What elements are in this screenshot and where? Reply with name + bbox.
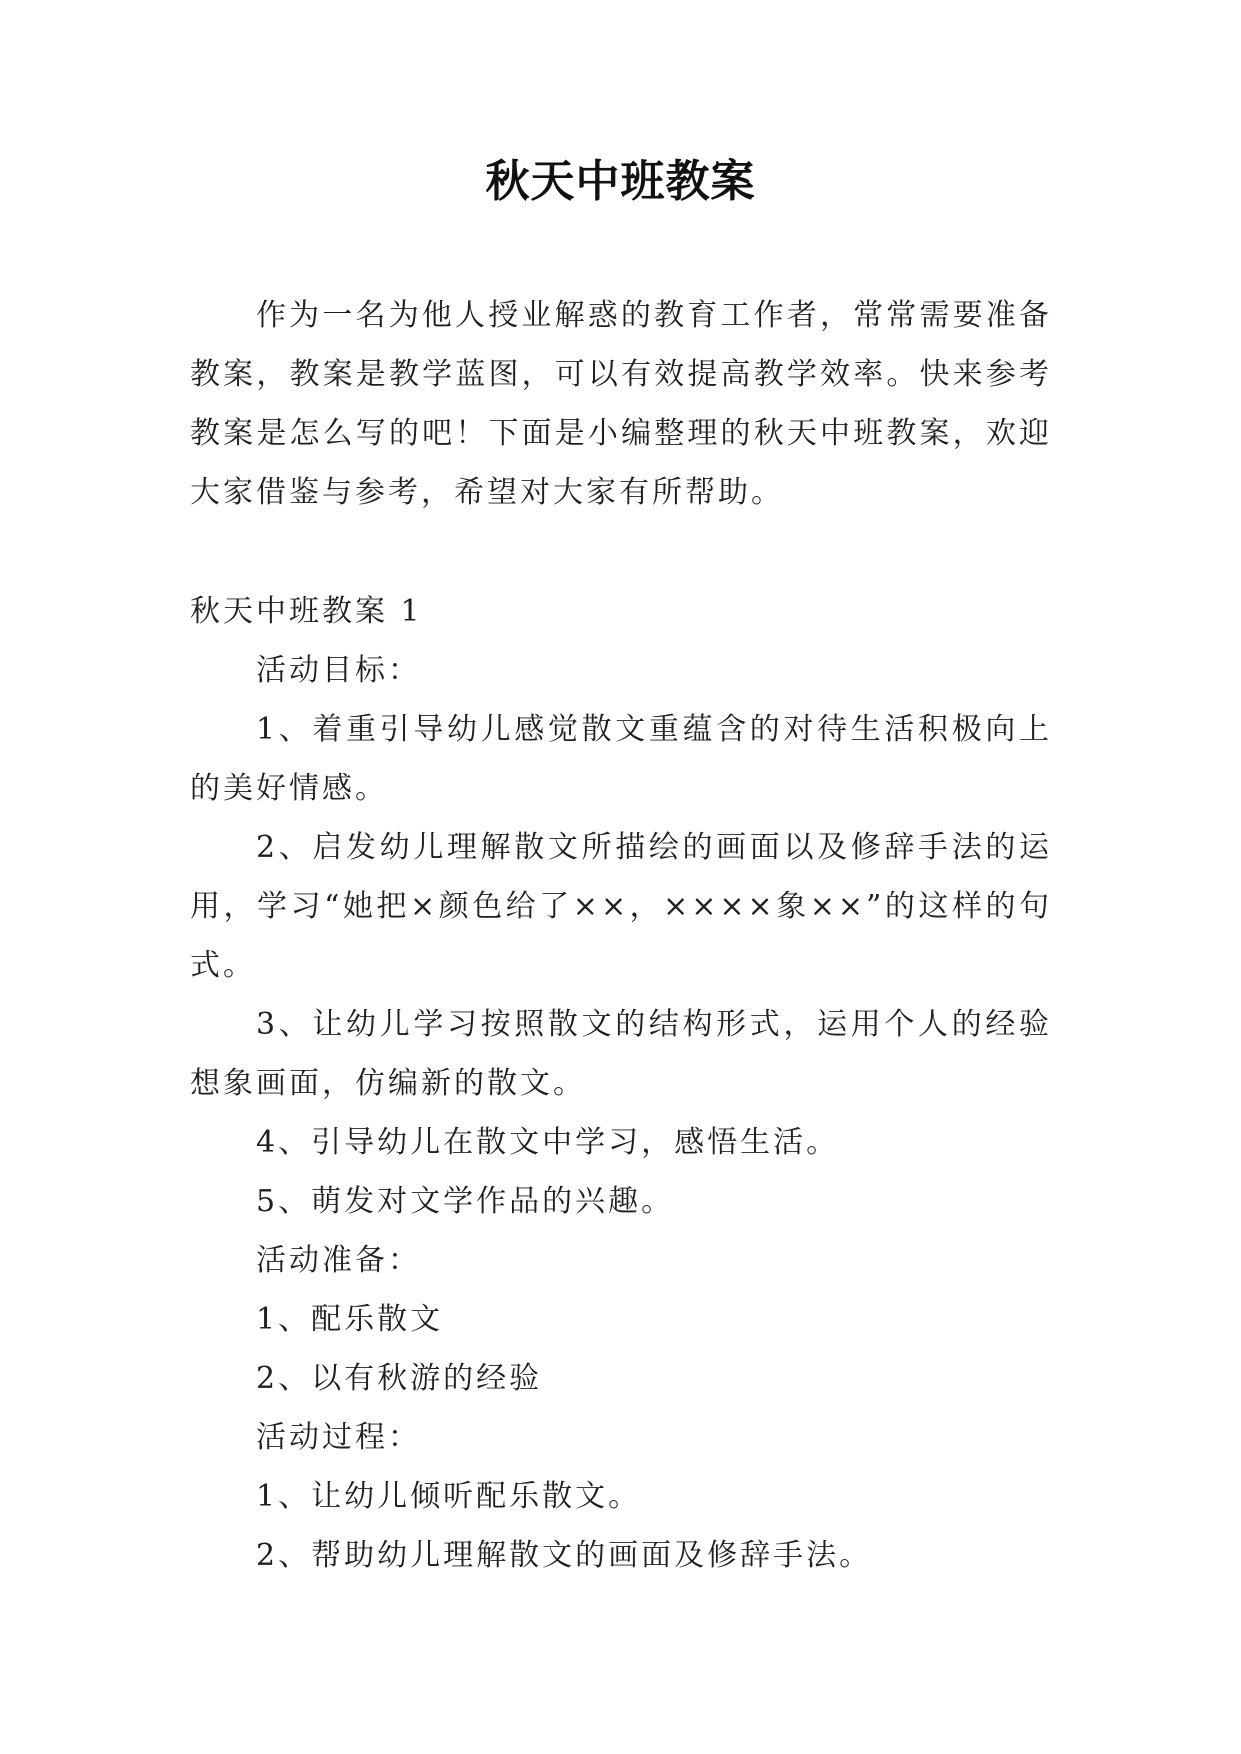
preparation-item-1: 1、配乐散文 xyxy=(256,1302,444,1337)
heading-preparation: 活动准备： xyxy=(256,1243,421,1278)
goal-item-2: 2、启发幼儿理解散文所描绘的画面以及修辞手法的运用，学习“她把×颜色给了××，××××象××”的这样的句式。 xyxy=(190,830,1052,983)
process-item-2: 2、帮助幼儿理解散文的画面及修辞手法。 xyxy=(256,1538,873,1573)
intro-paragraph: 作为一名为他人授业解惑的教育工作者，常常需要准备教案，教案是教学蓝图，可以有效提高教学效率。快来参考教案是怎么写的吧！下面是小编整理的秋天中班教案，欢迎大家借鉴与参考，希望对大家有所帮助。 xyxy=(190,298,1052,510)
document-title: 秋天中班教案 xyxy=(485,156,756,207)
document-body xyxy=(190,286,1052,1585)
goal-item-4: 4、引导幼儿在散文中学习，感悟生活。 xyxy=(256,1125,840,1160)
process-item-1: 1、让幼儿倾听配乐散文。 xyxy=(256,1479,642,1514)
heading-goals: 活动目标： xyxy=(256,653,421,688)
preparation-item-2: 2、以有秋游的经验 xyxy=(256,1361,543,1396)
goal-item-5: 5、萌发对文学作品的兴趣。 xyxy=(256,1184,675,1219)
goal-item-3: 3、让幼儿学习按照散文的结构形式，运用个人的经验想象画面，仿编新的散文。 xyxy=(190,1007,1052,1101)
goal-item-1: 1、着重引导幼儿感觉散文重蕴含的对待生活积极向上的美好情感。 xyxy=(190,712,1052,806)
section-title: 秋天中班教案 1 xyxy=(190,594,423,629)
heading-process: 活动过程： xyxy=(256,1420,421,1455)
